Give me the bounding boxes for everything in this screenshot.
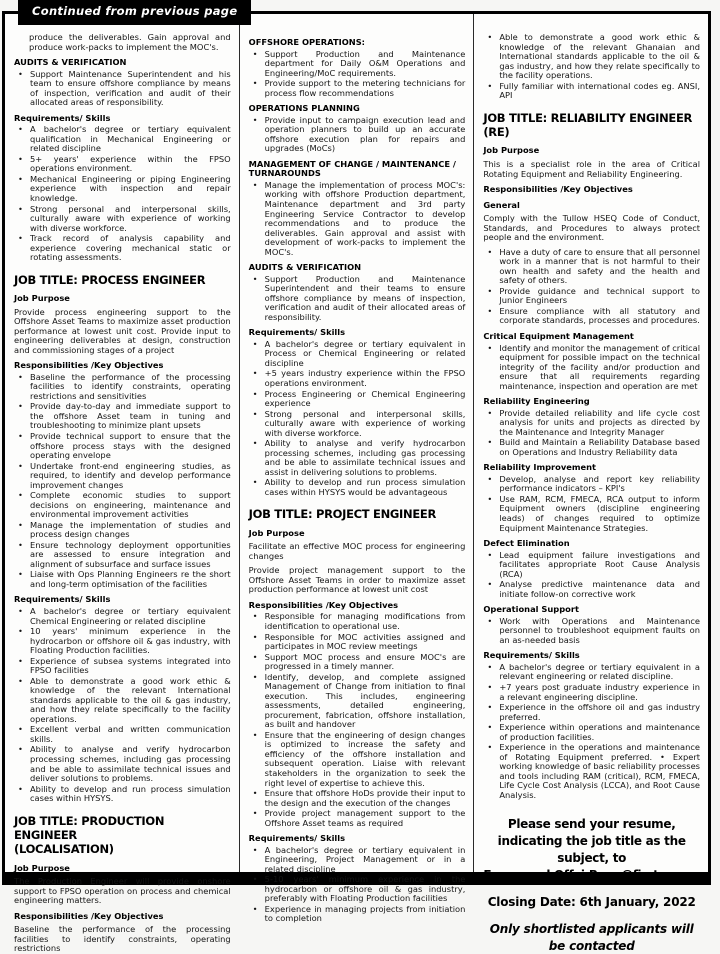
bullet-item: • Responsible for managing modifications from identification to operational use. [249, 612, 466, 631]
bullet-list [249, 50, 466, 99]
bullet-item: • Able to demonstrate a good work ethic & knowledge of the relevant Ghanaian and International standards applicable to the oil & gas industry, and how they relate specifically to the facility operations. [483, 33, 700, 81]
subsection-heading: Defect Elimination [483, 538, 570, 549]
bullet-item: • Experience in managing projects from initiation to completion [249, 905, 466, 924]
bullet-item: • Identify and monitor the management of critical equipment for possible impact on the technical integrity of the facility and/or production and ensure that all requirements regarding maintenance, inspection and operation are met [483, 344, 700, 392]
bullet-item: • Ensure technology deployment opportunities are assessed to ensure integration and alignment of subsurface and surface issues [14, 541, 231, 570]
bullet-item: • Support Production and Maintenance Superintendent and their teams to ensure offshore compliance by means of inspection, verification and audit of their allocated areas of responsibility. [249, 275, 466, 323]
bullet-item: • Identify, develop, and complete assigned Management of Change from initiation to final execution. This includes, engineering assessments, detailed engineering, procurement, fabrication, offshore installation, as built and handover [249, 673, 466, 730]
bullet-item: • Provide detailed reliability and life cycle cost analysis for units and projects as directed by the Maintenance and Integrity Manager [483, 409, 700, 438]
bullet-list [483, 617, 700, 646]
bullet-item: • Manage the implementation of process MOC's: working with offshore Production department, Maintenance department and 3rd party Engineering Service Contractor to develop recommendations and to produce the deliverables. Gain approval and assist with development of work-packs to implement the MOC's. [249, 181, 466, 257]
bullet-item: • Fully familiar with international codes eg. ANSI, API [483, 82, 700, 101]
bullet-item: • Provide guidance and technical support to Junior Engineers [483, 287, 700, 306]
column-2 [239, 14, 474, 924]
section-heading: OFFSHORE OPERATIONS: [248, 37, 365, 47]
bullet-list [483, 475, 700, 533]
bullet-item: • Process Engineering or Chemical Engineering experience [249, 390, 466, 409]
bullet-item: • Able to demonstrate a good work ethic & knowledge of the relevant International standards applicable to the oil & gas industry, and how they relate specifically to the facility operations. [14, 677, 231, 725]
bullet-item: • Track record of analysis capability and experience covering mechanical static or rotating assessments. [14, 234, 231, 263]
bullet-item: • Provide input to campaign execution lead and operation planners to build up an accurate offshore execution plan for repairs and upgrades (MoCs) [249, 116, 466, 154]
bullet-item: • Support Production and Maintenance department for Daily O&M Operations and Engineering/MoC requirements. [249, 50, 466, 79]
subsection-heading: General [483, 199, 520, 210]
shortlist-note: Only shortlisted applicants will be contacted [489, 922, 694, 953]
bullet-item: • +5 years industry experience within the FPSO operations environment. [249, 369, 466, 388]
bullet-list [483, 663, 700, 800]
bullet-item: • Develop, analyse and report key reliability performance indicators – KPI's [483, 475, 700, 494]
paragraph: The Production Engineer will provide onshore support to FPSO operation on process and chemical engineering matters. [14, 876, 231, 906]
subsection-heading: Job Purpose [14, 293, 70, 304]
bullet-item: • Undertake front-end engineering studies, as required, to identify and develop performance improvement changes [14, 462, 231, 491]
cta-line: Please send your resume, indicating the job title as the subject, to [497, 817, 686, 865]
paragraph: Comply with the Tullow HSEQ Code of Conduct, Standards, and Procedures to always protect people and the environment. [483, 213, 701, 243]
subsection-heading: Responsibilities /Key Objectives [248, 599, 399, 610]
bullet-item: • A bachelor's degree or tertiary equivalent in a relevant engineering or related discipline. [483, 663, 700, 682]
paragraph: Provide project management support to the Offshore Asset Teams in order to maximize asset production performance at lowest unit cost [248, 565, 466, 595]
job-title: JOB TITLE: RELIABILITY ENGINEER (RE) [483, 110, 693, 140]
paragraph: Provide process engineering support to the Offshore Asset Teams to maximize asset production performance at lowest unit cost. Provide input to engineering deliverables at design, construction and commissioning stages of a project [14, 306, 231, 355]
bullet-item: • Provide support to the metering technicians for process flow recommendations [249, 79, 466, 98]
bullet-item: • Ensure compliance with all statutory and corporate standards, processes and procedures. [483, 307, 700, 326]
bullet-item: • Provide project management support to the Offshore Asset teams as required [249, 809, 466, 828]
bullet-item: • Analyse predictive maintenance data and initiate follow-on corrective work [483, 580, 700, 599]
subsection-heading: Requirements/ Skills [248, 833, 346, 844]
subsection-heading: Responsibilities /Key Objectives [483, 184, 633, 195]
subsection-heading: Requirements/ Skills [248, 327, 346, 338]
job-title: JOB TITLE: PROJECT ENGINEER [248, 507, 437, 522]
closing-date: Closing Date: 6th January, 2022 [487, 894, 696, 909]
bullet-item: • Experience in the operations and maintenance of Rotating Equipment preferred. • Expert working knowledge of basic reliability processes and tools including RAM (critical), RCM, FMECA, Life Cycle Cost Analysis (LCCA), and Root Cause Analysis. [483, 743, 700, 800]
bullet-item: • Use RAM, RCM, FMECA, RCA output to inform Equipment owners (discipline engineering leads) of changes required to optimize Equipment Maintenance Strategies. [483, 495, 700, 533]
bullet-item: • 5-10 years' minimum experience in the hydrocarbon or offshore oil & gas industry, preferably with Floating Production facilities [249, 875, 466, 904]
paragraph: This is a specialist role in the area of Critical Rotating Equipment and Reliability Engineering. [483, 159, 701, 179]
subsection-heading: Job Purpose [483, 145, 540, 156]
paragraph-continuation: produce the deliverables. Gain approval and produce work-packs to implement the MOC's. [29, 32, 231, 52]
bullet-list [483, 551, 700, 600]
cta-text [483, 816, 703, 883]
email-text: Emmanuel.Offei-Brew@firstrg.com [483, 867, 703, 882]
bullet-list [249, 340, 466, 498]
bullet-item: • Ensure that offshore HoDs provide their input to the design and the execution of the changes [249, 789, 466, 808]
paragraph: Baseline the performance of the processing facilities to identify constraints, operating restrictions [14, 924, 231, 954]
bullet-item: • Excellent verbal and written communication skills. [14, 725, 231, 744]
bullet-list [483, 344, 700, 392]
bullet-item: • 5+ years' experience within the FPSO operations environment. [14, 155, 231, 174]
subsection-heading: Responsibilities /Key Objectives [14, 360, 164, 371]
bullet-list [14, 607, 231, 804]
bullet-item: • Support Maintenance Superintendent and his team to ensure offshore compliance by means of inspection, verification and audit of their allocated areas of responsibility. [14, 70, 231, 108]
bullet-list [483, 248, 700, 326]
bullet-item: • A bachelor's degree or tertiary equivalent in Engineering, Project Management or in a related discipline [249, 846, 466, 875]
bullet-list [483, 409, 700, 458]
bullet-item: • Have a duty of care to ensure that all personnel work in a manner that is not harmful to their own health and safety and the health and safety of others. [483, 248, 700, 286]
bullet-item: • Ability to analyse and verify hydrocarbon processing schemes, including gas processing and be able to assimilate technical issues and assist in delivering solutions to problems. [249, 439, 466, 477]
bullet-list [14, 373, 231, 590]
bullet-item: • Mechanical Engineering or piping Engineering experience with inspection and repair knowledge. [14, 175, 231, 204]
bullet-item: • Strong personal and interpersonal skills, culturally aware with experience of working with diverse workforce. [14, 205, 231, 234]
bullet-item: • Ability to develop and run process simulation cases within HYSYS would be advantageous [249, 478, 466, 497]
bullet-list [483, 33, 700, 101]
subsection-heading: Requirements/ Skills [14, 112, 111, 123]
job-title: JOB TITLE: PRODUCTION ENGINEER (LOCALISATION) [14, 813, 165, 857]
section-heading: AUDITS & VERIFICATION [14, 57, 127, 68]
bullet-item: • Manage the implementation of studies and process design changes [14, 521, 231, 540]
bullet-item: • Work with Operations and Maintenance personnel to troubleshoot equipment faults on an as-needed basis [483, 617, 700, 646]
column-1 [5, 14, 239, 954]
subsection-heading: Requirements/ Skills [483, 650, 580, 661]
bullet-item: • A bachelor's degree or tertiary equivalent in Process or Chemical Engineering or related discipline [249, 340, 466, 369]
job-title: JOB TITLE: PROCESS ENGINEER [14, 272, 206, 287]
section-heading: OPERATIONS PLANNING [248, 103, 360, 114]
bullet-item: • Strong personal and interpersonal skills, culturally aware with experience of working with diverse workforce. [249, 410, 466, 439]
bullet-item: • Experience within operations and maintenance of production facilities. [483, 723, 700, 742]
bullet-item: • 10 years' minimum experience in the hydrocarbon or offshore oil & gas industry, with Floating Production facilities. [14, 627, 231, 656]
subsection-heading: Reliability Improvement [483, 462, 597, 473]
bullet-item: • Responsible for MOC activities assigned and participates in MOC review meetings [249, 633, 466, 652]
columns-container [5, 14, 708, 954]
bullet-item: • Ensure that the engineering of design changes is optimized to increase the safety and efficiency of the offshore installation and subsequent operation. Liaise with relevant stakeholders in the organization to seek the right level of expertise to achieve this. [249, 731, 466, 788]
section-heading: MANAGEMENT OF CHANGE / MAINTENANCE / TURNAROUNDS [248, 158, 456, 179]
bullet-item: • Complete economic studies to support decisions on engineering, maintenance and environmental improvement activities [14, 491, 231, 520]
paragraph: Facilitate an effective MOC process for engineering changes [248, 541, 466, 561]
bullet-list [249, 275, 466, 323]
bullet-item: • Experience of subsea systems integrated into FPSO facilities [14, 657, 231, 676]
bullet-item: • +7 years post graduate industry experience in a relevant engineering discipline. [483, 683, 700, 702]
bullet-list [249, 181, 466, 257]
bullet-list [249, 116, 466, 154]
advert-frame [2, 4, 711, 954]
subsection-heading: Operational Support [483, 604, 579, 615]
bullet-item: • Baseline the performance of the processing facilities to identify constraints, operating restrictions and sensitivities [14, 373, 231, 402]
subsection-heading: Job Purpose [14, 862, 70, 873]
continued-banner: Continued from previous page [18, 0, 251, 25]
bullet-list [249, 846, 466, 924]
bullet-item: • Lead equipment failure investigations and facilitates appropriate Root Cause Analysis (RCA) [483, 551, 700, 580]
bullet-item: • Provide technical support to ensure that the offshore process stays with the designed operating envelope [14, 432, 231, 461]
bullet-item: • Ability to develop and run process simulation cases within HYSYS. [14, 785, 231, 804]
bullet-item: • Ability to analyse and verify hydrocarbon processing schemes, including gas processing and be able to assimilate technical issues and deliver solutions to problems. [14, 745, 231, 783]
bullet-item: • A bachelor's degree or tertiary equivalent qualification in Mechanical Engineering or related discipline [14, 125, 231, 154]
subsection-heading: Reliability Engineering [483, 396, 590, 407]
bullet-item: • Build and Maintain a Reliability Database based on Operations and Industry Reliability data [483, 438, 700, 457]
bullet-list [249, 612, 466, 828]
bullet-item: • Support MOC process and ensure MOC's are progressed in a timely manner. [249, 653, 466, 672]
subsection-heading: Critical Equipment Management [483, 330, 634, 341]
subsection-heading: Job Purpose [248, 527, 305, 538]
bullet-list [14, 70, 231, 108]
subsection-heading: Requirements/ Skills [14, 594, 111, 605]
subsection-heading: Responsibilities /Key Objectives [14, 910, 164, 921]
section-heading: AUDITS & VERIFICATION [248, 262, 362, 273]
bullet-item: • Provide day-to-day and immediate support to the offshore Asset team in tuning and troubleshooting to minimize plant upsets [14, 402, 231, 431]
column-3 [473, 14, 708, 953]
bullet-item: • A bachelor's degree or tertiary equivalent Chemical Engineering or related discipline [14, 607, 231, 626]
bullet-item: • Experience in the offshore oil and gas industry preferred. [483, 703, 700, 722]
bullet-item: • Liaise with Ops Planning Engineers re the short and long-term optimisation of the facilities [14, 570, 231, 589]
bullet-list [14, 125, 231, 262]
